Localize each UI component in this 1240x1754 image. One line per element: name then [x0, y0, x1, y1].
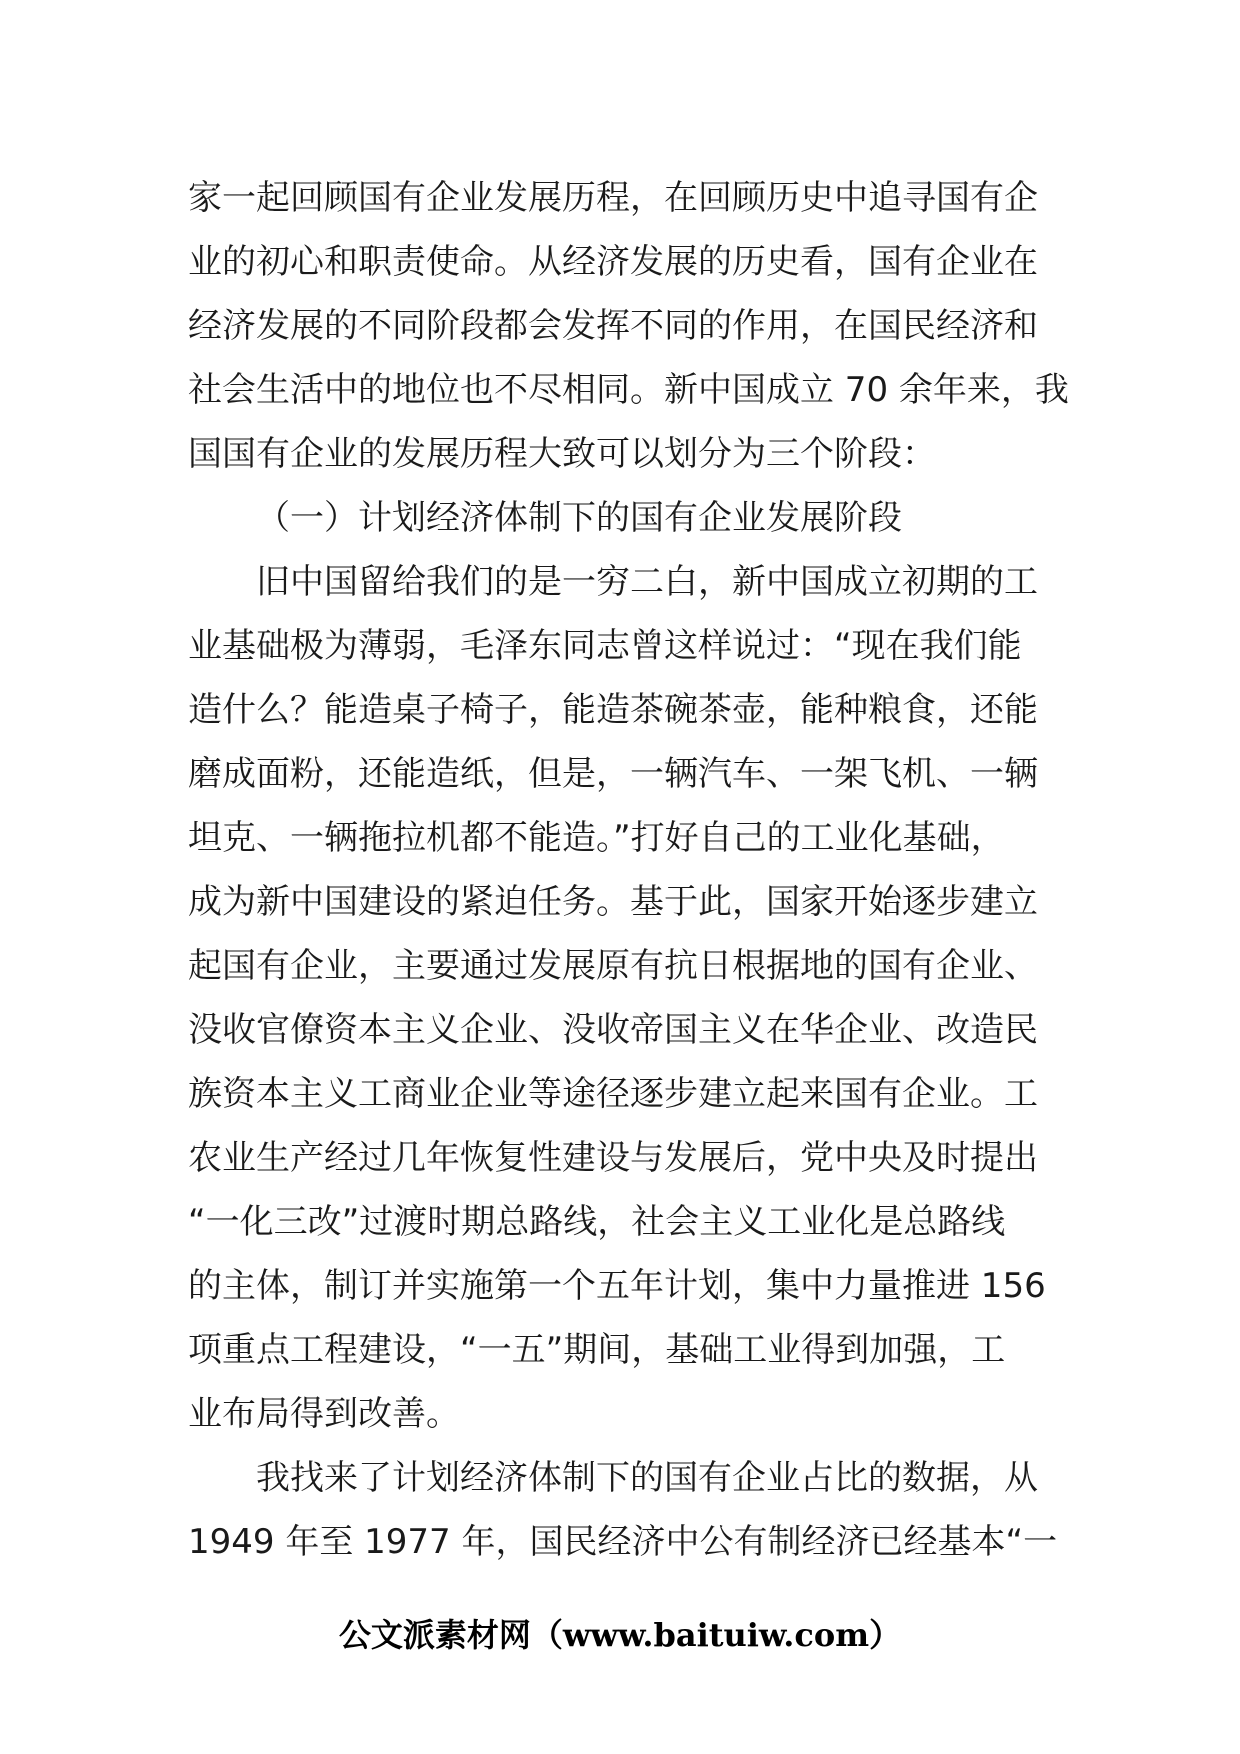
- paragraph-line: 经济发展的不同阶段都会发挥不同的作用，在国民经济和: [188, 306, 1038, 346]
- paragraph-line: 业布局得到改善。: [188, 1394, 460, 1434]
- paragraph-line: 起国有企业，主要通过发展原有抗日根据地的国有企业、: [188, 946, 1038, 986]
- paragraph-line: “一化三改”过渡时期总路线，社会主义工业化是总路线: [188, 1202, 1006, 1242]
- paragraph-line: 我找来了计划经济体制下的国有企业占比的数据，从: [256, 1458, 1038, 1498]
- section-heading: （一）计划经济体制下的国有企业发展阶段: [256, 498, 902, 538]
- paragraph-line: 业的初心和职责使命。从经济发展的历史看，国有企业在: [188, 242, 1038, 282]
- footer-watermark: 公文派素材网（www.baituiw.com）: [338, 1616, 902, 1654]
- paragraph-line: 造什么？能造桌子椅子，能造茶碗茶壶，能种粮食，还能: [188, 690, 1038, 730]
- paragraph-line: 社会生活中的地位也不尽相同。新中国成立 70 余年来，我: [188, 370, 1069, 410]
- paragraph-line: 没收官僚资本主义企业、没收帝国主义在华企业、改造民: [188, 1010, 1038, 1050]
- paragraph-line: 坦克、一辆拖拉机都不能造。”打好自己的工业化基础，: [188, 818, 1005, 858]
- paragraph-line: 磨成面粉，还能造纸，但是，一辆汽车、一架飞机、一辆: [188, 754, 1038, 794]
- paragraph-line: 农业生产经过几年恢复性建设与发展后，党中央及时提出: [188, 1138, 1038, 1178]
- paragraph-line: 项重点工程建设，“一五”期间，基础工业得到加强，工: [188, 1330, 1006, 1370]
- paragraph-line: 旧中国留给我们的是一穷二白，新中国成立初期的工: [256, 562, 1038, 602]
- paragraph-line: 业基础极为薄弱，毛泽东同志曾这样说过：“现在我们能: [188, 626, 1022, 666]
- paragraph-line: 国国有企业的发展历程大致可以划分为三个阶段：: [188, 434, 936, 474]
- paragraph-line: 的主体，制订并实施第一个五年计划，集中力量推进 156: [188, 1266, 1046, 1306]
- paragraph-line: 族资本主义工商业企业等途径逐步建立起来国有企业。工: [188, 1074, 1038, 1114]
- paragraph-line: 成为新中国建设的紧迫任务。基于此，国家开始逐步建立: [188, 882, 1038, 922]
- paragraph-line: 家一起回顾国有企业发展历程，在回顾历史中追寻国有企: [188, 178, 1038, 218]
- paragraph-line: 1949 年至 1977 年，国民经济中公有制经济已经基本“一: [188, 1522, 1058, 1562]
